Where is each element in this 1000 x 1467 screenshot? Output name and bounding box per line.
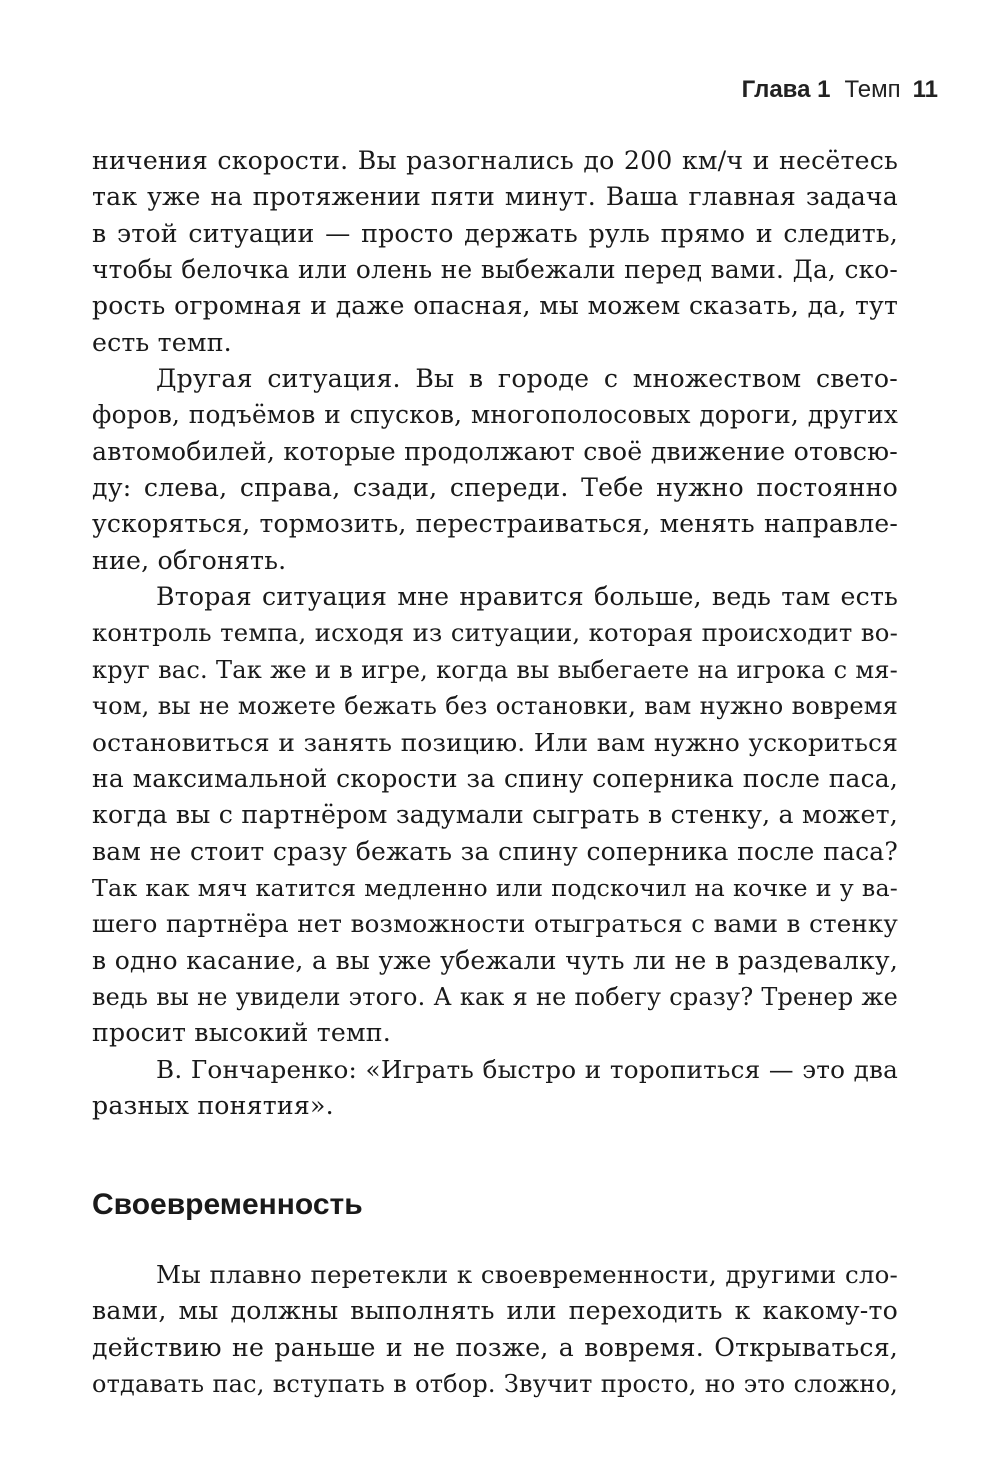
- text-line: так уже на протяжении пяти минут. Ваша главная задача: [92, 182, 898, 212]
- body-text-bottom: [92, 1257, 898, 1402]
- text-line: в одно касание, а вы уже убежали чуть ли не в раздевалку,: [92, 945, 898, 975]
- page-number: 11: [912, 76, 938, 103]
- text-line: действию не раньше и не позже, а вовремя. Открываться,: [92, 1332, 898, 1362]
- text-line: на максимальной скорости за спину соперника после паса,: [92, 763, 898, 793]
- text-line: когда вы с партнёром задумали сыграть в стенку, а может,: [92, 800, 898, 830]
- text-line: вами, мы должны выполнять или переходить к какому-то: [92, 1296, 898, 1326]
- text-line: круг вас. Так же и в игре, когда вы выбегаете на игрока с мя-: [92, 655, 898, 684]
- chapter-title: Темп: [844, 76, 901, 103]
- text-line: Вторая ситуация мне нравится больше, ведь там есть: [156, 582, 898, 612]
- text-line: разных понятия».: [92, 1090, 334, 1120]
- text-line: есть темп.: [92, 327, 232, 357]
- text-line: ние, обгонять.: [92, 545, 287, 575]
- text-line: автомобилей, которые продолжают своё движение отовсю-: [92, 436, 898, 466]
- text-line: Так как мяч катится медленно или подскочил на кочке и у ва-: [92, 873, 898, 902]
- text-line: ускоряться, тормозить, перестраиваться, менять направле-: [92, 509, 898, 539]
- text-line: шего партнёра нет возможности отыграться с вами в стенку: [92, 909, 898, 939]
- text-line: остановиться и занять позицию. Или вам нужно ускориться: [92, 727, 898, 757]
- paragraph: [92, 143, 898, 361]
- text-line: В. Гончаренко: «Играть быстро и торопиться — это два: [156, 1054, 898, 1084]
- text-line: форов, подъёмов и спусков, многополосовых дороги, других: [92, 400, 898, 430]
- chapter-label: Глава 1: [741, 76, 831, 103]
- text-line: контроль темпа, исходя из ситуации, которая происходит во-: [92, 618, 898, 648]
- text-line: рость огромная и даже опасная, мы можем сказать, да, тут: [92, 291, 898, 321]
- text-line: Мы плавно перетекли к своевременности, другими сло-: [156, 1260, 898, 1289]
- section-heading: Своевременность: [92, 1188, 363, 1221]
- quote-paragraph: [92, 1052, 898, 1125]
- text-line: в этой ситуации — просто держать руль прямо и следить,: [92, 218, 898, 248]
- text-line: отдавать пас, вступать в отбор. Звучит просто, но это сложно,: [92, 1370, 898, 1399]
- running-header: [742, 74, 938, 106]
- body-text-top: [92, 143, 898, 1124]
- text-line: просит высокий темп.: [92, 1018, 391, 1048]
- text-line: ду: слева, справа, сзади, спереди. Тебе нужно постоянно: [92, 473, 898, 503]
- text-line: ничения скорости. Вы разогнались до 200 км/ч и несётесь: [92, 146, 898, 175]
- paragraph: [92, 579, 898, 1051]
- text-line: Другая ситуация. Вы в городе с множеством свето-: [156, 364, 898, 394]
- text-line: ведь вы не увидели этого. А как я не побегу сразу? Тренер же: [92, 982, 898, 1011]
- text-line: чом, вы не можете бежать без остановки, вам нужно вовремя: [92, 692, 898, 721]
- text-line: чтобы белочка или олень не выбежали перед вами. Да, ско-: [92, 255, 898, 285]
- paragraph: [92, 1257, 898, 1402]
- paragraph: [92, 361, 898, 579]
- text-line: вам не стоит сразу бежать за спину соперника после паса?: [92, 836, 898, 866]
